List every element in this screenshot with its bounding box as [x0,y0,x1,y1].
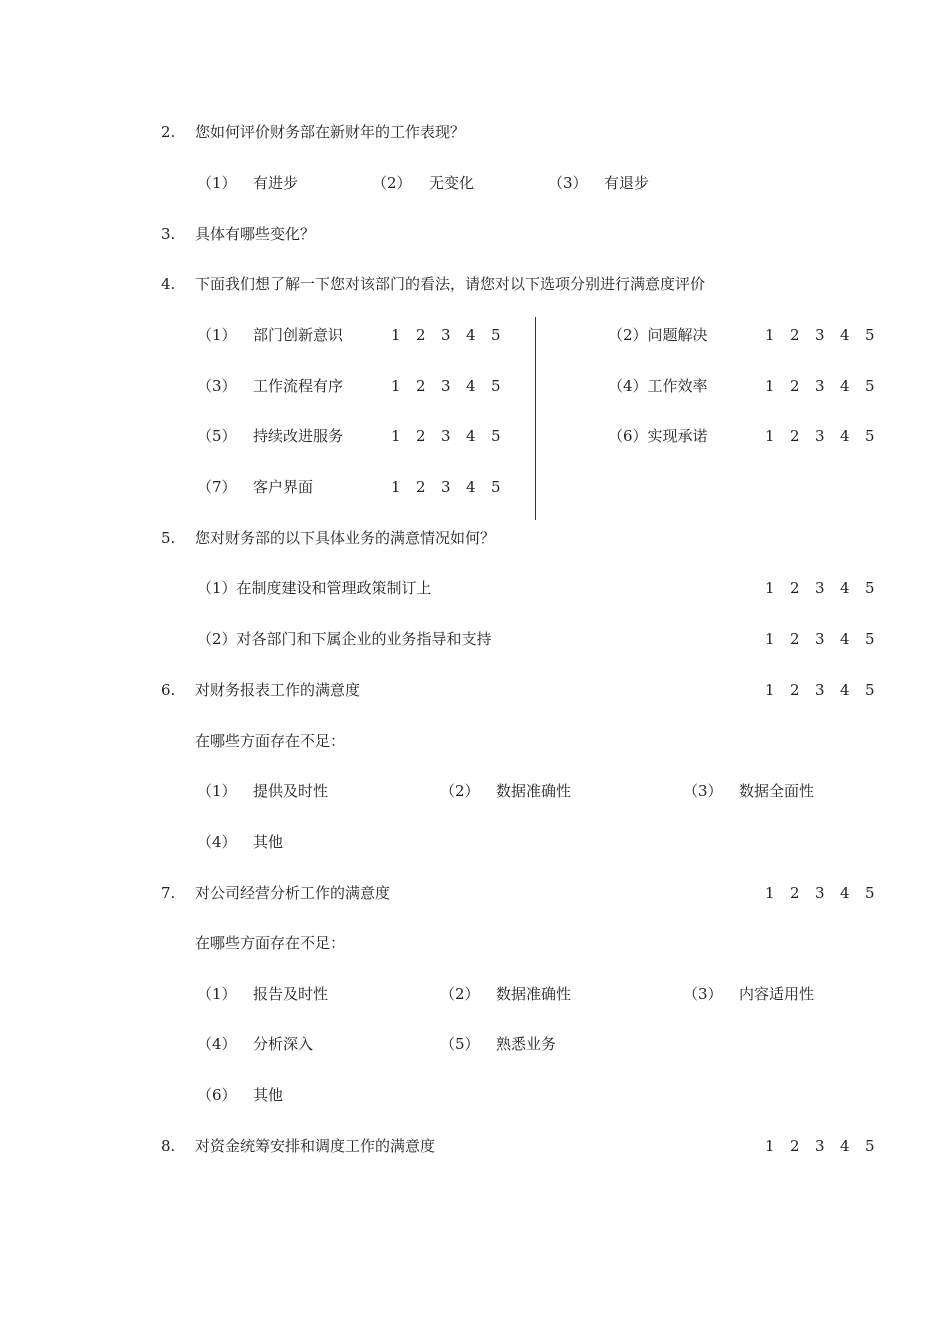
q4-right-3-scale[interactable] [765,426,890,446]
q8-text: 对资金统筹安排和调度工作的满意度 [195,1137,436,1155]
rating-5[interactable]: 5 [865,884,875,902]
q7-option-4-label[interactable]: 分析深入 [253,1035,314,1053]
rating-2[interactable]: 2 [790,377,800,395]
q4-left-4-scale[interactable] [391,477,516,497]
q8-number: 8. [161,1137,176,1155]
rating-4[interactable]: 4 [466,427,476,445]
rating-5[interactable]: 5 [865,377,875,395]
rating-4[interactable]: 4 [840,630,850,648]
rating-4[interactable]: 4 [840,377,850,395]
rating-1[interactable]: 1 [765,377,775,395]
q6-option-4-mark[interactable]: （4） [197,833,237,851]
q5-text: 您对财务部的以下具体业务的满意情况如何？ [195,529,496,547]
q2-option-3-label[interactable]: 有退步 [604,174,650,192]
rating-3[interactable]: 3 [441,427,451,445]
rating-1[interactable]: 1 [765,681,775,699]
q4-right-1-label: （2）问题解决 [608,326,708,344]
rating-3[interactable]: 3 [815,681,825,699]
q4-left-2-label: 工作流程有序 [253,377,344,395]
rating-3[interactable]: 3 [815,1137,825,1155]
rating-1[interactable]: 1 [765,630,775,648]
rating-4[interactable]: 4 [466,326,476,344]
q2-option-2-label[interactable]: 无变化 [429,174,475,192]
rating-3[interactable]: 3 [815,884,825,902]
q5-item-1-scale[interactable] [765,578,890,598]
rating-1[interactable]: 1 [391,427,401,445]
rating-5[interactable]: 5 [865,681,875,699]
q7-text: 对公司经营分析工作的满意度 [195,884,391,902]
rating-2[interactable]: 2 [790,884,800,902]
q6-option-2-label[interactable]: 数据准确性 [496,782,572,800]
rating-3[interactable]: 3 [815,579,825,597]
rating-5[interactable]: 5 [865,630,875,648]
q7-option-5-label[interactable]: 熟悉业务 [496,1035,557,1053]
rating-3[interactable]: 3 [441,478,451,496]
rating-2[interactable]: 2 [416,478,426,496]
q6-option-2-mark[interactable]: （2） [440,782,480,800]
rating-4[interactable]: 4 [840,1137,850,1155]
q5-number: 5. [161,529,176,547]
rating-2[interactable]: 2 [790,427,800,445]
rating-1[interactable]: 1 [765,326,775,344]
q7-option-3-label[interactable]: 内容适用性 [739,985,815,1003]
q4-left-2-scale[interactable] [391,376,516,396]
q4-left-2-mark: （3） [197,377,237,395]
rating-3[interactable]: 3 [441,377,451,395]
q2-option-2-mark[interactable]: （2） [372,174,412,192]
q4-right-2-scale[interactable] [765,376,890,396]
rating-5[interactable]: 5 [491,326,501,344]
q7-option-3-mark[interactable]: （3） [683,985,723,1003]
rating-2[interactable]: 2 [790,681,800,699]
rating-5[interactable]: 5 [865,1137,875,1155]
q4-right-3-label: （6）实现承诺 [608,427,708,445]
rating-2[interactable]: 2 [416,427,426,445]
q2-option-1-mark[interactable]: （1） [197,174,237,192]
rating-5[interactable]: 5 [865,427,875,445]
q5-item-2-scale[interactable] [765,629,890,649]
q7-subtitle: 在哪些方面存在不足： [195,934,346,952]
rating-5[interactable]: 5 [491,478,501,496]
q4-left-4-label: 客户界面 [253,478,314,496]
rating-3[interactable]: 3 [815,326,825,344]
q4-left-3-scale[interactable] [391,426,516,446]
rating-4[interactable]: 4 [840,579,850,597]
q4-column-divider [535,317,536,520]
rating-3[interactable]: 3 [441,326,451,344]
q6-text: 对财务报表工作的满意度 [195,681,361,699]
rating-5[interactable]: 5 [491,427,501,445]
rating-4[interactable]: 4 [466,478,476,496]
q2-text: 您如何评价财务部在新财年的工作表现？ [195,123,466,141]
q6-number: 6. [161,681,176,699]
q4-left-3-mark: （5） [197,427,237,445]
q7-option-4-mark[interactable]: （4） [197,1035,237,1053]
q6-option-3-mark[interactable]: （3） [683,782,723,800]
rating-2[interactable]: 2 [790,1137,800,1155]
q7-option-1-mark[interactable]: （1） [197,985,237,1003]
rating-3[interactable]: 3 [815,427,825,445]
q6-option-4-label[interactable]: 其他 [253,833,284,851]
q4-left-1-mark: （1） [197,326,237,344]
q6-option-1-mark[interactable]: （1） [197,782,237,800]
rating-1[interactable]: 1 [765,884,775,902]
rating-4[interactable]: 4 [840,681,850,699]
rating-1[interactable]: 1 [391,478,401,496]
rating-1[interactable]: 1 [765,579,775,597]
rating-5[interactable]: 5 [865,579,875,597]
q6-scale[interactable] [765,680,890,700]
rating-1[interactable]: 1 [391,377,401,395]
q4-right-1-scale[interactable] [765,325,890,345]
rating-1[interactable]: 1 [391,326,401,344]
q7-option-6-label[interactable]: 其他 [253,1086,284,1104]
q5-item-2-label: （2）对各部门和下属企业的业务指导和支持 [197,630,492,648]
q7-option-2-mark[interactable]: （2） [440,985,480,1003]
rating-2[interactable]: 2 [416,326,426,344]
rating-1[interactable]: 1 [765,1137,775,1155]
q3-number: 3. [161,225,176,243]
q4-number: 4. [161,275,176,293]
q7-option-2-label[interactable]: 数据准确性 [496,985,572,1003]
q4-left-3-label: 持续改进服务 [253,427,344,445]
q4-left-4-mark: （7） [197,478,237,496]
rating-3[interactable]: 3 [815,377,825,395]
rating-1[interactable]: 1 [765,427,775,445]
q6-option-1-label[interactable]: 提供及时性 [253,782,329,800]
q4-left-1-scale[interactable] [391,325,516,345]
q7-number: 7. [161,884,176,902]
q4-text: 下面我们想了解一下您对该部门的看法，请您对以下选项分别进行满意度评价 [195,275,706,293]
rating-5[interactable]: 5 [865,326,875,344]
q5-item-1-label: （1）在制度建设和管理政策制订上 [197,579,432,597]
q3-text: 具体有哪些变化？ [195,225,316,243]
q7-scale[interactable] [765,883,890,903]
rating-4[interactable]: 4 [840,884,850,902]
rating-5[interactable]: 5 [491,377,501,395]
rating-2[interactable]: 2 [790,630,800,648]
rating-4[interactable]: 4 [466,377,476,395]
q8-scale[interactable] [765,1136,890,1156]
rating-4[interactable]: 4 [840,326,850,344]
rating-2[interactable]: 2 [790,326,800,344]
q4-right-2-label: （4）工作效率 [608,377,708,395]
q2-option-3-mark[interactable]: （3） [548,174,588,192]
q7-option-6-mark[interactable]: （6） [197,1086,237,1104]
q6-option-3-label[interactable]: 数据全面性 [739,782,815,800]
rating-2[interactable]: 2 [416,377,426,395]
q2-option-1-label[interactable]: 有进步 [253,174,299,192]
rating-3[interactable]: 3 [815,630,825,648]
rating-2[interactable]: 2 [790,579,800,597]
q2-number: 2. [161,123,176,141]
q7-option-1-label[interactable]: 报告及时性 [253,985,329,1003]
rating-4[interactable]: 4 [840,427,850,445]
q4-left-1-label: 部门创新意识 [253,326,344,344]
q7-option-5-mark[interactable]: （5） [440,1035,480,1053]
q6-subtitle: 在哪些方面存在不足： [195,732,346,750]
